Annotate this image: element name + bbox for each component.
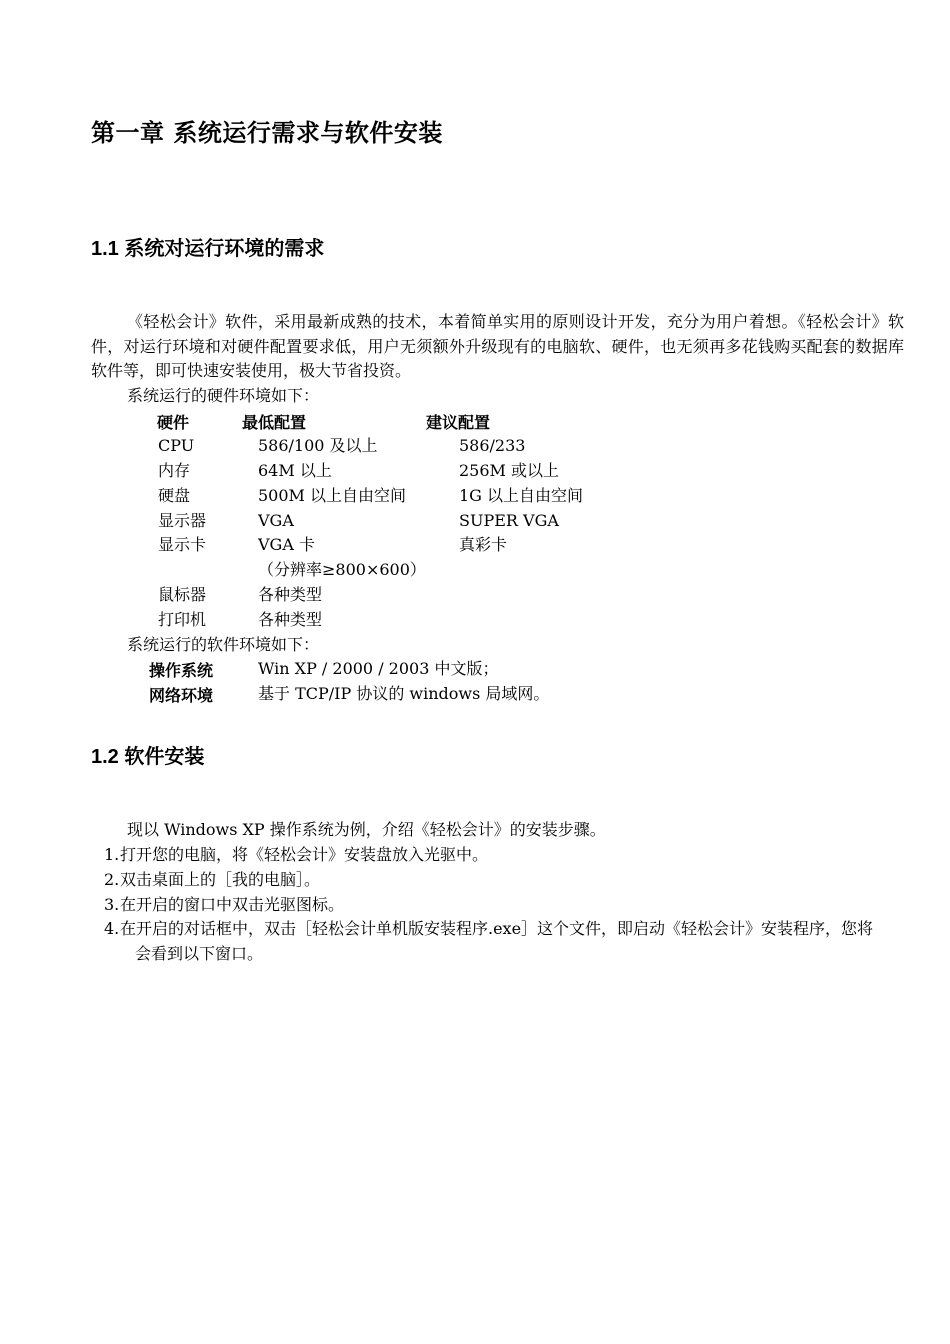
hardware-cell: VGA: [258, 511, 294, 530]
list-number: 3.: [104, 895, 120, 914]
software-label: 操作系统: [149, 661, 214, 680]
hardware-cell: 各种类型: [258, 610, 323, 629]
hardware-cell: 500M 以上自由空间: [258, 486, 407, 505]
hardware-cell: 586/233: [459, 436, 526, 455]
hardware-cell: CPU: [158, 436, 195, 455]
list-text: 在开启的对话框中，双击［轻松会计单机版安装程序.exe］这个文件，即启动《轻松会计》安装程序，您将: [120, 919, 874, 938]
chapter-title: 第一章 系统运行需求与软件安装: [91, 119, 443, 147]
hardware-cell: 1G 以上自由空间: [459, 486, 584, 505]
software-value: Win XP / 2000 / 2003 中文版；: [258, 659, 499, 678]
intro-paragraph: 《轻松会计》软件，采用最新成熟的技术，本着简单实用的原则设计开发，充分为用户着想。《轻松会计》软件，对运行环境和对硬件配置要求低，用户无须额外升级现有的电脑软、硬件，也无须再多花钱购买配套的数据库软件等，即可快速安装使用，极大节省投资。: [91, 312, 904, 380]
hardware-header-min: 最低配置: [242, 413, 307, 432]
hardware-cell: SUPER VGA: [459, 511, 559, 530]
hardware-cell: 真彩卡: [459, 535, 508, 554]
list-item-continuation: 会看到以下窗口。: [135, 944, 264, 963]
hardware-cell: 各种类型: [258, 585, 323, 604]
hardware-cell: 256M 或以上: [459, 461, 560, 480]
hardware-header-recommended: 建议配置: [426, 413, 491, 432]
list-text: 在开启的窗口中双击光驱图标。: [120, 895, 345, 914]
list-text: 打开您的电脑，将《轻松会计》安装盘放入光驱中。: [120, 845, 489, 864]
hardware-cell-note: （分辨率≥800×600）: [258, 560, 426, 579]
hardware-cell: VGA 卡: [258, 535, 315, 554]
hardware-heading: 系统运行的硬件环境如下：: [127, 386, 320, 405]
list-number: 2.: [104, 870, 120, 889]
list-item: [104, 843, 904, 868]
hardware-cell: 打印机: [158, 610, 207, 629]
install-intro: 现以 Windows XP 操作系统为例，介绍《轻松会计》的安装步骤。: [127, 820, 606, 839]
list-number: 4.: [104, 919, 120, 938]
software-value: 基于 TCP/IP 协议的 windows 局域网。: [258, 684, 550, 703]
hardware-cell: 64M 以上: [258, 461, 332, 480]
list-item: [104, 868, 904, 893]
list-number: 1.: [104, 845, 120, 864]
hardware-cell: 显示器: [158, 511, 207, 530]
hardware-header-item: 硬件: [157, 413, 190, 432]
hardware-cell: 鼠标器: [158, 585, 207, 604]
list-text: 双击桌面上的［我的电脑］。: [120, 870, 321, 889]
hardware-cell: 硬盘: [158, 486, 191, 505]
list-item: [104, 917, 904, 942]
section-title-1-2: 1.2 软件安装: [91, 746, 205, 768]
software-label: 网络环境: [149, 686, 214, 705]
section-title-1-1: 1.1 系统对运行环境的需求: [91, 238, 325, 260]
hardware-cell: 内存: [158, 461, 191, 480]
software-heading: 系统运行的软件环境如下：: [127, 635, 320, 654]
hardware-cell: 586/100 及以上: [258, 436, 378, 455]
list-item: [104, 893, 904, 918]
hardware-cell: 显示卡: [158, 535, 207, 554]
